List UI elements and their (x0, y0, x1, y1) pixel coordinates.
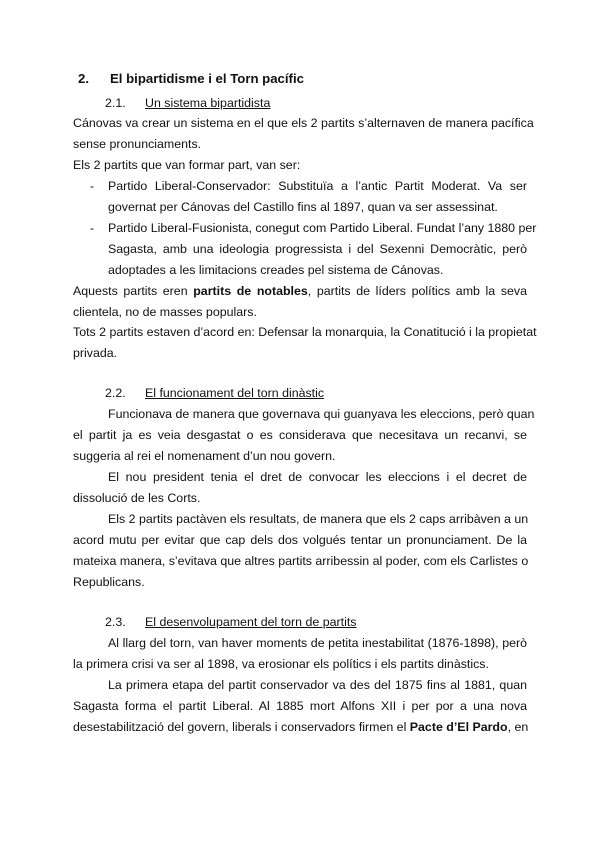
paragraph-line: Els 2 partits que van formar part, van ser: (73, 158, 301, 172)
bullet-line: adoptades a les limitacions creades pel sistema de Cánovas. (108, 263, 444, 277)
bullet-line: Partido Liberal-Fusionista, conegut com Partido Liberal. Fundat l’any 1880 per (108, 221, 537, 235)
paragraph-line: dissolució de les Corts. (73, 491, 201, 505)
paragraph-line: Sagasta forma el partit Liberal. Al 1885 mort Alfons XII i per por a una nova (73, 699, 527, 713)
paragraph-line: Els 2 partits pactàven els resultats, de manera que els 2 caps arribàven a un (108, 512, 529, 526)
bold-term: Pacte d’El Pardo (409, 720, 508, 734)
subsection-heading-2-1 (105, 96, 559, 110)
section-number: 2. (78, 71, 89, 86)
text-run: , en (507, 720, 529, 734)
bold-term: partits de notables (193, 284, 308, 298)
paragraph-line: Cánovas va crear un sistema en el que els 2 partits s’alternaven de manera pacífica (73, 116, 534, 130)
paragraph-line: el partit ja es veia desgastat o es considerava que necesitava un recanvi, se (73, 428, 527, 442)
paragraph-line: clientela, no de masses populars. (73, 305, 257, 319)
text-run: Aquests partits eren (73, 284, 194, 298)
paragraph-line: La primera etapa del partit conservador va des del 1875 fins al 1881, quan (108, 678, 527, 692)
paragraph-line: mateixa manera, s’evitava que altres partits arribessin al poder, com els Carlistes o (73, 554, 529, 568)
paragraph-line: sense pronunciaments. (73, 137, 202, 151)
subsection-heading-2-2 (105, 386, 559, 400)
paragraph-line: Tots 2 partits estaven d’acord en: Defensar la monarquia, la Conatitució i la propietat (73, 325, 537, 339)
bullet-line: Partido Liberal-Conservador: Substituïa a l’antic Partit Moderat. Va ser (108, 179, 527, 193)
subsection-title: El desenvolupament del torn de partits (145, 615, 357, 629)
bullet-marker: - (90, 221, 95, 235)
subsection-title: El funcionament del torn dinàstic (145, 386, 325, 400)
subsection-number: 2.3. (105, 615, 126, 629)
subsection-title: Un sistema bipartidista (145, 96, 271, 110)
paragraph-line: El nou president tenia el dret de convocar les eleccions i el decret de (108, 470, 527, 484)
paragraph-line: la primera crisi va ser al 1898, va erosionar els polítics i els partits dinàstics. (73, 657, 489, 671)
paragraph-line: Republicans. (73, 575, 145, 589)
paragraph-line: Al llarg del torn, van haver moments de petita inestabilitat (1876-1898), però (108, 636, 527, 650)
subsection-heading-2-3 (105, 615, 559, 629)
bullet-line: governat per Cánovas del Castillo fins al 1897, quan va ser assessinat. (108, 200, 498, 214)
paragraph-line (73, 284, 527, 298)
paragraph-line (73, 720, 527, 734)
bullet-marker: - (90, 179, 95, 193)
text-run: desestabilització del govern, liberals i conservadors firmen el (73, 720, 410, 734)
paragraph-line: privada. (73, 346, 118, 360)
bullet-line: Sagasta, amb una ideologia progressista i del Sexenni Democràtic, però (108, 242, 527, 256)
text-run: , partits de líders polítics amb la seva (307, 284, 528, 298)
subsection-number: 2.1. (105, 96, 126, 110)
paragraph-line: acord mutu per evitar que cap dels dos volgués tentar un pronunciament. De la (73, 533, 527, 547)
subsection-number: 2.2. (105, 386, 126, 400)
paragraph-line: Funcionava de manera que governava qui guanyava les eleccions, però quan (108, 407, 535, 421)
section-heading (78, 71, 532, 86)
section-title: El bipartidisme i el Torn pacífic (110, 71, 304, 86)
paragraph-line: suggeria al rei el nomenament d’un nou govern. (73, 449, 336, 463)
